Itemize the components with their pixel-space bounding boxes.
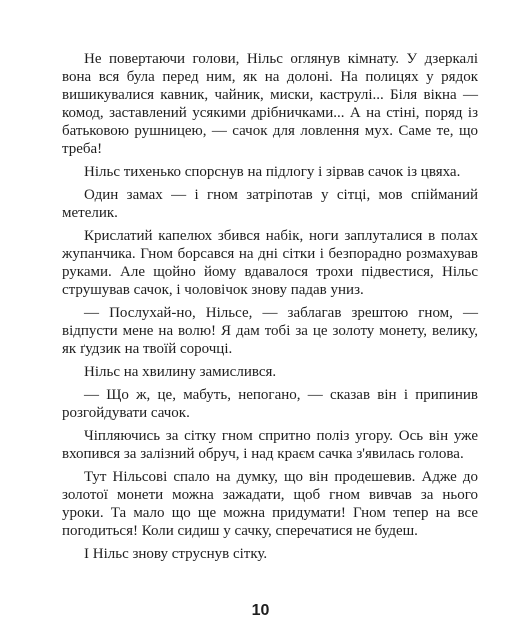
paragraph: Чіпляючись за сітку гном спритно поліз угору. Ось він уже вхопився за залізний обруч, і над краєм сачка з'явилась голова. (62, 428, 478, 462)
paragraph: Нільс тихенько спорснув на підлогу і зірвав сачок із цвяха. (84, 164, 461, 180)
paragraph: Нільс на хвилину замислився. (84, 364, 277, 380)
body-text (62, 50, 478, 568)
page-number: 10 (251, 602, 270, 619)
paragraph: Не повертаючи голови, Нільс оглянув кімнату. У дзеркалі вона вся була перед ним, як на долоні. На полицях у рядок вишикувалися кавник, чайник, миски, каструлі... Біля вікна — комод, заставлений усякими дрібничками... А на стіні, поряд із батьковою рушницею, — сачок для ловлення мух. Саме те, що треба! (62, 51, 478, 157)
paragraph: — Послухай-но, Нільсе, — заблагав зрештою гном, — відпусти мене на волю! Я дам тобі за це золоту монету, велику, як ґудзик на твоїй сорочці. (62, 305, 478, 357)
paragraph: Один замах — і гном затріпотав у сітці, мов спійманий метелик. (62, 187, 478, 221)
paragraph: — Що ж, це, мабуть, непогано, — сказав він і припинив розгойдувати сачок. (62, 387, 478, 421)
paragraph: Тут Нільсові спало на думку, що він продешевив. Адже до золотої монети можна зажадати, щоб гном вивчав за нього уроки. Та мало що ще можна придумати! Гном тепер на все погодиться! Коли сидиш у сачку, сперечатися не будеш. (62, 469, 478, 539)
paragraph: Крислатий капелюх збився набік, ноги заплуталися в полах жупанчика. Гном борсався на дні сітки і безпорадно розмахував руками. Але щойно йому вдавалося трохи підвестися, Нільс струшував сачок, і чоловічок знову падав униз. (62, 228, 478, 298)
paragraph: І Нільс знову струснув сітку. (84, 546, 268, 562)
